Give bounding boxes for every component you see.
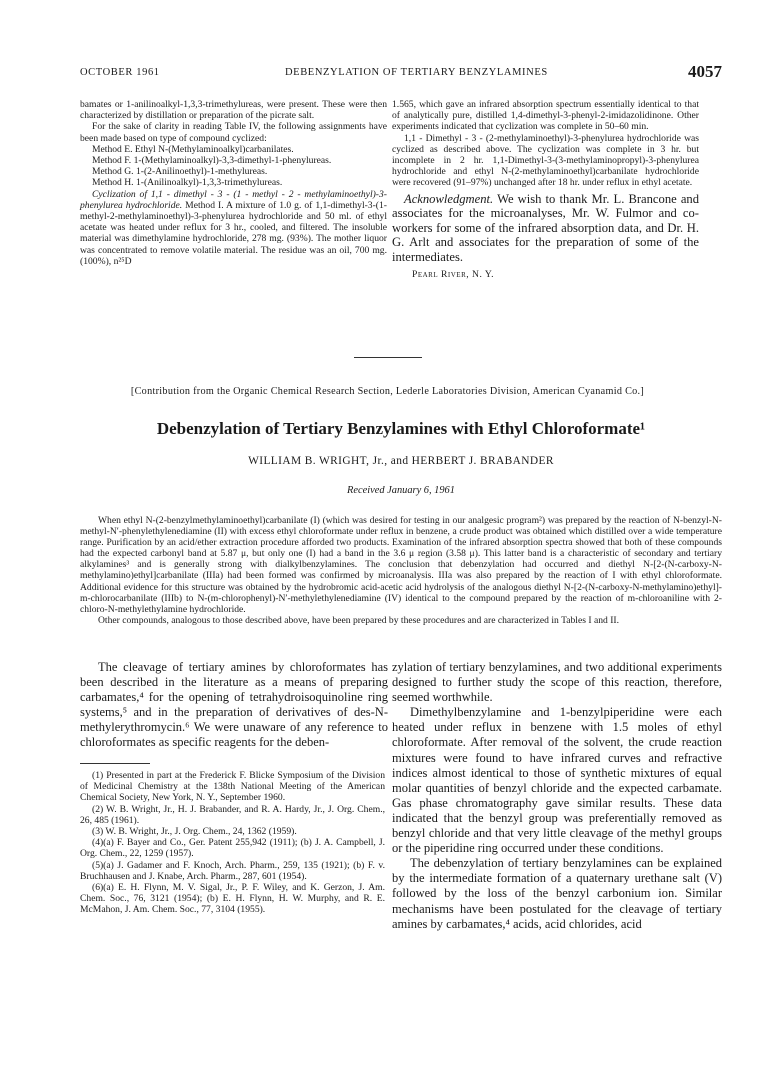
paragraph: For the sake of clarity in reading Table IV, the following assignments have been made based on type of compound cyclized: xyxy=(80,121,387,144)
section-divider xyxy=(354,357,422,358)
article-title: Debenzylation of Tertiary Benzylamines with Ethyl Chloroformate¹ xyxy=(156,419,646,438)
footnote: (1) Presented in part at the Frederick F. Blicke Symposium of the Division of Medicinal Chemistry at the 138th National Meeting of the American Chemical Society, New York, N. Y., September 1960. xyxy=(80,770,385,804)
footnote: (2) W. B. Wright, Jr., H. J. Brabander, and R. A. Hardy, Jr., J. Org. Chem., 26, 485 (1961). xyxy=(80,803,385,826)
article-authors: WILLIAM B. WRIGHT, Jr., and HERBERT J. BRABANDER xyxy=(248,455,554,467)
paragraph xyxy=(80,189,387,267)
footnotes xyxy=(80,770,385,916)
received-date: Received January 6, 1961 xyxy=(347,485,455,496)
acknowledgment-text: We wish to thank Mr. L. Brancone and associates for the microanalyses, Mr. W. Fulmor and co-workers for some of the infrared absorption data, and Dr. H. G. Arlt and associates for the preparation of some of the intermediates. xyxy=(392,191,700,264)
method-item: Method E. Ethyl N-(Methylaminoalkyl)carbanilates. xyxy=(92,143,294,155)
continued-experimental-right xyxy=(392,99,699,280)
contribution-line: [Contribution from the Organic Chemical Research Section, Lederle Laboratories Division, American Cyanamid Co.] xyxy=(130,386,645,397)
footnote: (5)(a) J. Gadamer and F. Knoch, Arch. Pharm., 259, 135 (1921); (b) F. v. Bruchhausen and J. Knabe, Arch. Pharm., 287, 601 (1954). xyxy=(80,859,385,882)
paragraph: Dimethylbenzylamine and 1-benzylpiperidine were each heated under reflux in benzene with 1.5 moles of ethyl chloroformate. After removal of the solvent, the crude reaction mixtures were found to have infrared curves and refractive indices almost identical to those of synthetic mixtures of equal molar quantities of benzyl chloride and the expected carbamate. Gas phase chromatography gave similar results. These data indicated that the benzyl group was preferentially removed as benzyl chloride and that very little cleavage of the methyl groups or the piperidine ring occurred under these conditions. xyxy=(392,705,722,856)
paragraph: bamates or 1-anilinoalkyl-1,3,3-trimethylureas, were present. These were then characterized by distillation or preparation of the picrate salt. xyxy=(80,99,387,122)
method-item: Method H. 1-(Anilinoalkyl)-1,3,3-trimethylureas. xyxy=(92,177,283,189)
location: Pearl River, N. Y. xyxy=(412,268,494,280)
running-head-title: DEBENZYLATION OF TERTIARY BENZYLAMINES xyxy=(285,67,548,78)
acknowledgment-label: Acknowledgment. xyxy=(404,191,494,206)
page-number: 4057 xyxy=(688,62,722,81)
abstract-paragraph: Other compounds, analogous to those described above, have been prepared by these procedures and are characterized in Tables I and II. xyxy=(98,614,619,626)
continued-experimental-left xyxy=(80,99,387,267)
paragraph: The cleavage of tertiary amines by chloroformates has been described in the literature as a means of preparing carbamates,⁴ for the opening of tetrahydroisoquinoline ring systems,⁵ and in the preparation of derivatives of des-N-methylerythromycin.⁶ We were unaware of any reference to chloroformates as specific reagents for the deben- xyxy=(80,660,388,750)
run-in-heading: Cyclization of 1,1 - dimethyl - 3 - (1 - methyl - 2 - methylaminoethyl)-3-phenylurea hydrochloride. xyxy=(80,188,387,211)
body-column-right xyxy=(392,660,722,932)
paragraph: The debenzylation of tertiary benzylamines can be explained by the intermediate formation of a quaternary urethane salt (V) followed by the loss of the benzyl carbonium ion. Similar mechanisms have been postulated for the cleavage of tertiary amines by carbamates,⁴ acids, acid chlorides, acid xyxy=(392,856,722,931)
running-head xyxy=(80,62,722,82)
footnote: (6)(a) E. H. Flynn, M. V. Sigal, Jr., P. F. Wiley, and K. Gerzon, J. Am. Chem. Soc., 76, 3121 (1954); (b) E. H. Flynn, H. W. Murphy, and R. E. McMahon, J. Am. Chem. Soc., 77, 3104 (1955). xyxy=(80,882,385,916)
abstract xyxy=(80,515,722,626)
body-column-left xyxy=(80,660,388,751)
footnote-divider xyxy=(80,763,150,764)
acknowledgment xyxy=(392,192,699,265)
footnote: (4)(a) F. Bayer and Co., Ger. Patent 255,942 (1911); (b) J. A. Campbell, J. Org. Chem., 22, 1259 (1957). xyxy=(80,837,385,860)
paragraph: 1.565, which gave an infrared absorption spectrum essentially identical to that of analytically pure, distilled 1,4-dimethyl-3-phenyl-2-imidazolidinone. Other experiments indicated that cyclization was complete in 50–60 min. xyxy=(392,99,699,133)
abstract-paragraph: When ethyl N-(2-benzylmethylaminoethyl)carbanilate (I) (which was desired for testing in our analgesic program²) was prepared by the reaction of N-benzyl-N-methyl-N′-phenylethylenediamine (II) with excess ethyl chloroformate under reflux in benzene, a crude product was obtained which distilled over a wide temperature range. Purification by an acid/ether extraction procedure afforded two products. Examination of the infrared absorption spectra showed that both of these compounds had the expected carbonyl band at 5.87 μ, but only one (I) had a band in the 3.6 μ region (3.58 μ). This latter band is a characteristic of secondary and tertiary alkylamines³ and is generally strong with dialkylbenzylamines. The conclusion that debenzylation had occurred and diethyl N-[2-(N-carboxy-N-methylamino)ethyl]carbanilate (IIIa) had been formed was confirmed by microanalysis. IIIa was also prepared by the reaction of I with ethyl chloroformate. Additional evidence for this structure was obtained by the hydrobromic acid-acetic acid hydrolysis of the analogous diethyl N-[2-(N-carboxy-N-methylamino)ethyl]-m-chlorocarbanilate (IIIb) to N-(m-chlorophenyl)-N′-methylethylenediamine (IV) identical to the compound prepared by the reaction of m-chloroaniline with 2-chloro-N-methylethylamine hydrochloride. xyxy=(80,515,722,615)
paragraph: 1,1 - Dimethyl - 3 - (2-methylaminoethyl)-3-phenylurea hydrochloride was cyclized as described above. The cyclization was complete in 3 hr. but incomplete in 2 hr. 1,1-Dimethyl-3-(3-methylaminopropyl)-3-phenylurea hydrochloride and ethyl N-(2-methylaminoethyl)carbanilate hydrochloride were recovered (91–97%) unchanged after 18 hr. under reflux in ethyl acetate. xyxy=(392,132,699,189)
footnote: (3) W. B. Wright, Jr., J. Org. Chem., 24, 1362 (1959). xyxy=(92,826,297,838)
paragraph: zylation of tertiary benzylamines, and two additional experiments designed to further study the scope of this reaction, therefore, seemed worthwhile. xyxy=(392,660,722,705)
paragraph-text: Method I. A mixture of 1.0 g. of 1,1-dimethyl-3-(1-methyl-2-methylaminoethyl)-3-phenylurea hydrochloride and 50 ml. of ethyl acetate was heated under reflux for 3 hr., cooled, and filtered. The insoluble material was dimethylamine hydrochloride, 278 mg. (93%). The mother liquor was concentrated to remove volatile material. The residue was an oil, 700 mg. (100%), n²⁵D xyxy=(80,199,387,267)
method-item: Method F. 1-(Methylaminoalkyl)-3,3-dimethyl-1-phenylureas. xyxy=(92,155,332,167)
running-head-date: OCTOBER 1961 xyxy=(80,67,160,78)
method-item: Method G. 1-(2-Anilinoethyl)-1-methylureas. xyxy=(92,166,268,178)
